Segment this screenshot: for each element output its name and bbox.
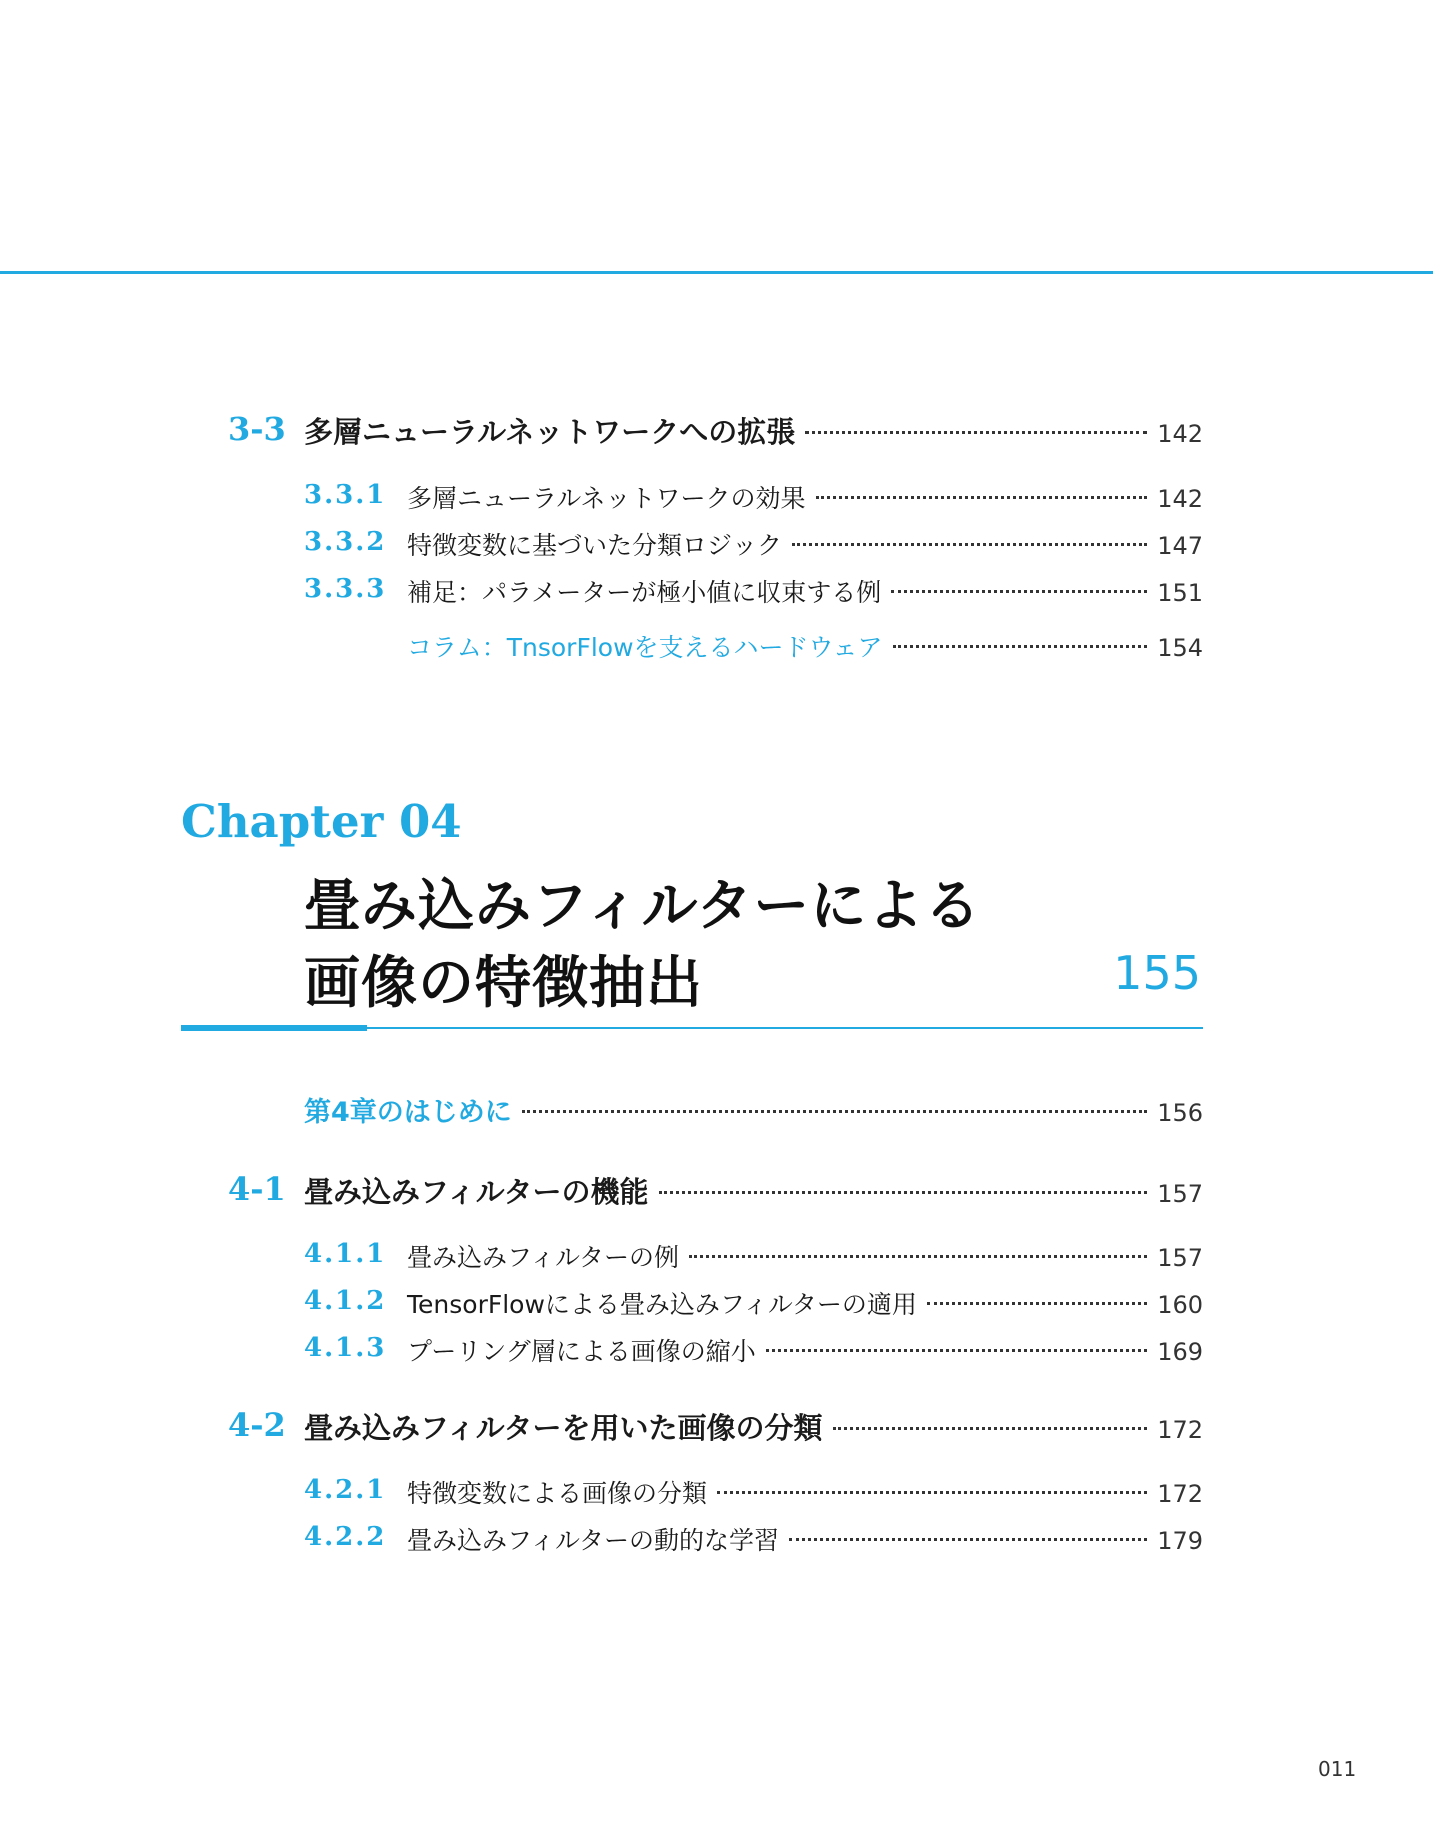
dot-leader [927,1302,1147,1305]
page-number: 157 [1157,1244,1203,1272]
dot-leader [792,543,1147,546]
subsection-number: 4.1.3 [304,1333,387,1363]
subsection-title: プーリング層による画像の縮小 [407,1337,756,1366]
dot-leader [659,1191,1148,1194]
dot-leader [717,1491,1147,1494]
section-number: 4-2 [228,1406,286,1444]
dot-leader [893,645,1148,648]
dot-leader [766,1349,1147,1352]
page-number: 179 [1157,1527,1203,1555]
subsection-number: 4.1.2 [304,1286,387,1316]
dot-leader [789,1538,1147,1541]
dot-leader [816,496,1148,499]
subsection-number: 3.3.1 [304,480,387,510]
page-number: 156 [1157,1099,1203,1127]
chapter-title-line1: 畳み込みフィルターによる [304,874,982,939]
chapter-title-line2: 画像の特徴抽出 [304,951,703,1016]
page-number: 154 [1157,634,1203,662]
column-title: コラム：TnsorFlowを支えるハードウェア [407,633,883,662]
subsection-number: 4.2.2 [304,1522,387,1552]
page-number: 169 [1157,1338,1203,1366]
section-title: 多層ニューラルネットワークへの拡張 [304,415,796,449]
section-title: 畳み込みフィルターの機能 [304,1175,649,1209]
intro-title: 第4章のはじめに [304,1097,512,1128]
section-title: 畳み込みフィルターを用いた画像の分類 [304,1411,823,1445]
subsection-title: 畳み込みフィルターの例 [407,1243,680,1272]
subsection-title: 畳み込みフィルターの動的な学習 [407,1526,780,1555]
page-number: 157 [1157,1180,1203,1208]
subsection-title: 特徴変数に基づいた分類ロジック [407,531,783,560]
dot-leader [522,1110,1147,1113]
chapter-rule-accent [181,1025,367,1031]
subsection-number: 4.2.1 [304,1475,387,1505]
chapter-page-number: 155 [1113,946,1201,1000]
dot-leader [891,590,1147,593]
subsection-title: 特徴変数による画像の分類 [407,1479,708,1508]
dot-leader [689,1255,1147,1258]
page-number: 172 [1157,1416,1203,1444]
subsection-number: 3.3.3 [304,574,387,604]
subsection-title: 補足：パラメーターが極小値に収束する例 [407,578,882,607]
dot-leader [833,1427,1148,1430]
page-folio: 011 [1318,1757,1357,1781]
subsection-number: 4.1.1 [304,1239,387,1269]
top-rule [0,271,1433,274]
subsection-title: TensorFlowによる畳み込みフィルターの適用 [407,1290,917,1319]
page-number: 142 [1157,420,1203,448]
section-number: 4-1 [228,1170,286,1208]
subsection-number: 3.3.2 [304,527,387,557]
subsection-title: 多層ニューラルネットワークの効果 [407,484,806,513]
dot-leader [805,431,1147,434]
section-number: 3-3 [228,410,286,448]
chapter-label: Chapter 04 [181,795,462,848]
page-number: 147 [1157,532,1203,560]
page-number: 172 [1157,1480,1203,1508]
page-number: 151 [1157,579,1203,607]
page-number: 160 [1157,1291,1203,1319]
page-number: 142 [1157,485,1203,513]
